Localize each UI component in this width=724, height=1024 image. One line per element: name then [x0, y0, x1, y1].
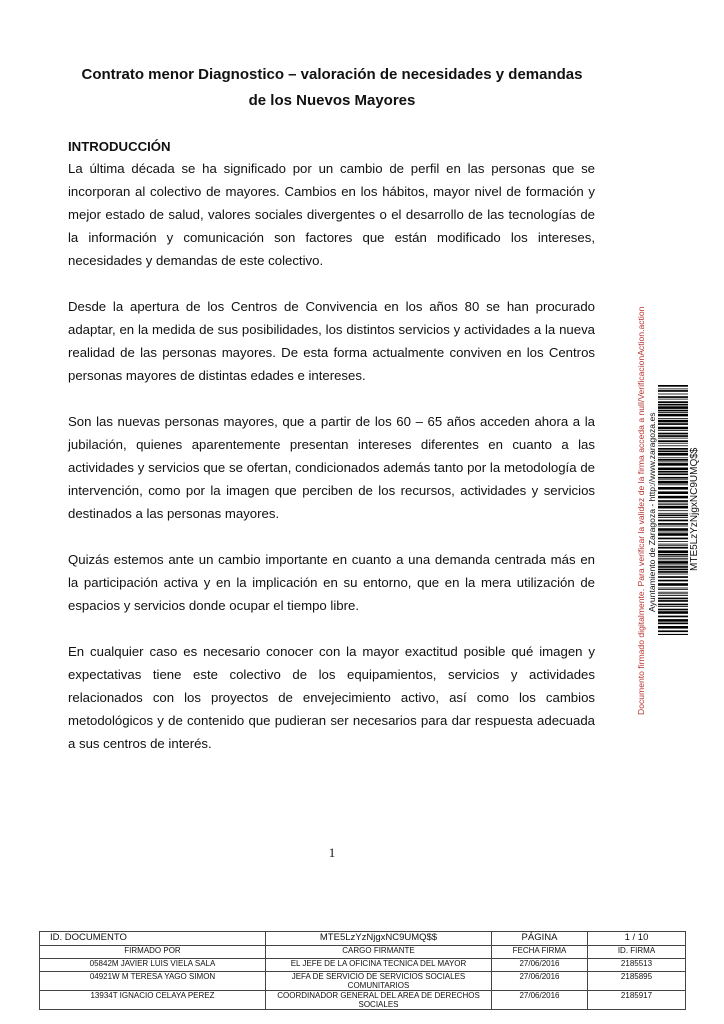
city-council-url: Ayuntamiento de Zaragoza - http://www.zaragoza.es — [647, 412, 657, 612]
signature-date: 27/06/2016 — [492, 959, 588, 972]
title-line-2: de los Nuevos Mayores — [248, 92, 416, 109]
signer-name: 05842M JAVIER LUIS VIELA SALA — [40, 959, 266, 972]
paragraph-3: Son las nuevas personas mayores, que a partir de los 60 – 65 años acceden ahora a la jubilación, quienes aparentemente presentan intereses diferentes en cuanto a las actividades y servicios que se ofertan, condicionados además tanto por la metodología de intervención, como por la imagen que perciben de los recursos, actividades y servicios destinados a las personas mayores. — [68, 414, 595, 521]
signer-position: JEFA DE SERVICIO DE SERVICIOS SOCIALES COMUNITARIOS — [266, 972, 492, 991]
table-row — [40, 959, 686, 972]
section-heading: INTRODUCCIÓN — [68, 139, 171, 154]
signature-notice: Documento firmado digitalmente. Para verificar la validez de la firma acceda a null/VerificacionAction.action — [636, 306, 646, 715]
verification-code: MTE5LzYzNjgxNC9UMQ$$ — [689, 447, 700, 571]
table-row — [40, 972, 686, 991]
paragraph-4: Quizás estemos ante un cambio importante en cuanto a una demanda centrada más en la participación activa y en la implicación en su entorno, que en la mera utilización de espacios y servicios donde ocupar el tiempo libre. — [68, 552, 595, 613]
id-value: MTE5LzYzNjgxNC9UMQ$$ — [266, 932, 492, 946]
title-line-1: Contrato menor Diagnostico – valoración de necesidades y demandas — [81, 66, 583, 83]
signature-date: 27/06/2016 — [492, 972, 588, 991]
id-label: ID. DOCUMENTO — [40, 932, 266, 946]
signature-id: 2185513 — [588, 959, 686, 972]
document-id-row — [40, 932, 686, 946]
signer-position: COORDINADOR GENERAL DEL AREA DE DERECHOS SOCIALES — [266, 991, 492, 1010]
header-row — [40, 946, 686, 959]
header-date: FECHA FIRMA — [492, 946, 588, 959]
paragraph-2: Desde la apertura de los Centros de Convivencia en los años 80 se han procurado adaptar, en la medida de sus posibilidades, los distintos servicios y actividades a la nueva realidad de las personas mayores. De esta forma actualmente conviven en los Centros personas mayores de distintas edades e intereses. — [68, 299, 595, 383]
page-number: 1 — [328, 845, 336, 860]
document-title — [60, 62, 604, 114]
page-value: 1 / 10 — [588, 932, 686, 946]
barcode-image — [658, 385, 688, 635]
table-row — [40, 991, 686, 1010]
signer-position: EL JEFE DE LA OFICINA TECNICA DEL MAYOR — [266, 959, 492, 972]
page-label: PÁGINA — [492, 932, 588, 946]
signature-table — [39, 931, 686, 1010]
document-body — [68, 137, 595, 778]
paragraph-1: La última década se ha significado por un cambio de perfil en las personas que se incorporan al colectivo de mayores. Cambios en los hábitos, mayor nivel de formación y mejor estado de salud, valores sociales divergentes o el desarrollo de las tecnologías de la información y comunicación son factores que están modificado los intereses, necesidades y demandas de este colectivo. — [68, 161, 595, 268]
signer-name: 13934T IGNACIO CELAYA PEREZ — [40, 991, 266, 1010]
header-position: CARGO FIRMANTE — [266, 946, 492, 959]
signature-id: 2185917 — [588, 991, 686, 1010]
signature-date: 27/06/2016 — [492, 991, 588, 1010]
signer-name: 04921W M TERESA YAGO SIMON — [40, 972, 266, 991]
header-signed-by: FIRMADO POR — [40, 946, 266, 959]
header-signature-id: ID. FIRMA — [588, 946, 686, 959]
signature-id: 2185895 — [588, 972, 686, 991]
paragraph-5: En cualquier caso es necesario conocer con la mayor exactitud posible qué imagen y expectativas tiene este colectivo de los equipamientos, servicios y actividades relacionados con los proyectos de envejecimiento activo, así como los cambios metodológicos y de contenido que pudieran ser necesarios para dar respuesta adecuada a sus centros de interés. — [68, 644, 595, 751]
